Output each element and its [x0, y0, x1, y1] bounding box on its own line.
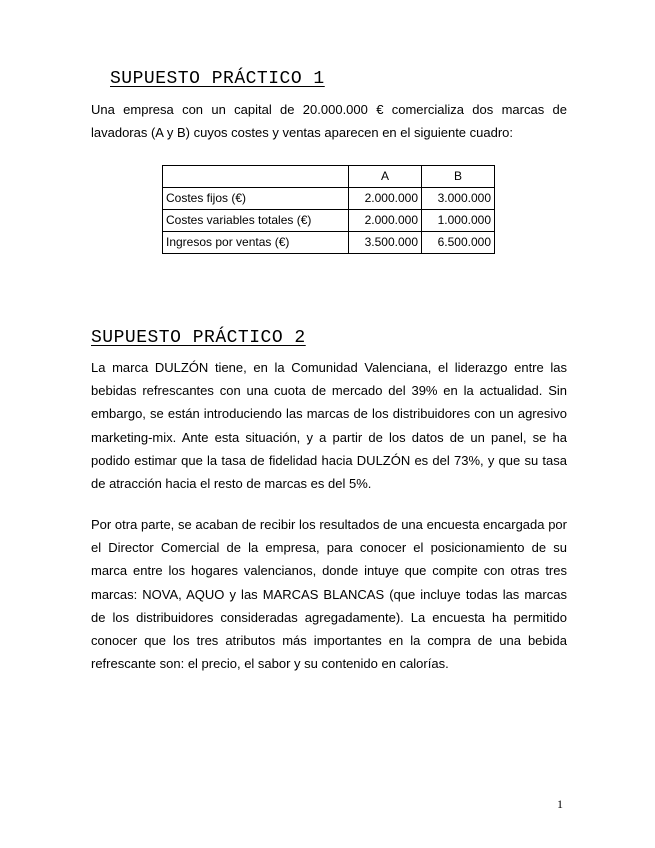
table-row: [163, 210, 495, 232]
cell-value-a: 3.500.000: [349, 232, 422, 254]
page-number: 1: [557, 797, 563, 811]
costs-sales-table: [162, 165, 495, 254]
row-label: Costes variables totales (€): [163, 210, 349, 232]
cell-value-b: 3.000.000: [422, 188, 495, 210]
table-header-cell: [163, 166, 349, 188]
row-label: Costes fijos (€): [163, 188, 349, 210]
section-2-title: SUPUESTO PRÁCTICO 2: [91, 328, 306, 348]
table-header-row: [163, 166, 495, 188]
table-header-cell: A: [349, 166, 422, 188]
section-1-paragraph: Una empresa con un capital de 20.000.000 € comercializa dos marcas de lavadoras (A y B) cuyos costes y ventas aparecen en el siguiente cuadro:: [91, 102, 567, 141]
section-2-paragraph-1: La marca DULZÓN tiene, en la Comunidad Valenciana, el liderazgo entre las bebidas refrescantes con una cuota de mercado del 39% en la actualidad. Sin embargo, se están introduciendo las marcas de los distribuidores con un agresivo marketing-mix. Ante esta situación, y a partir de los datos de un panel, se ha podido estimar que la tasa de fidelidad hacia DULZÓN es del 73%, y que su tasa de atracción hacia el resto de marcas es del 5%.: [91, 360, 567, 492]
table-row: [163, 232, 495, 254]
section-2-paragraph-2: Por otra parte, se acaban de recibir los resultados de una encuesta encargada por el Director Comercial de la empresa, para conocer el posicionamiento de su marca entre los hogares valencianos, donde intuye que compite con otras tres marcas: NOVA, AQUO y las MARCAS BLANCAS (que incluye todas las marcas de los distribuidores consideradas agregadamente). La encuesta ha permitido conocer que los tres atributos más importantes en la compra de una bebida refrescante son: el precio, el sabor y su contenido en calorías.: [91, 517, 567, 672]
row-label: Ingresos por ventas (€): [163, 232, 349, 254]
cell-value-b: 1.000.000: [422, 210, 495, 232]
table-row: [163, 188, 495, 210]
section-1-title: SUPUESTO PRÁCTICO 1: [110, 69, 325, 89]
cell-value-b: 6.500.000: [422, 232, 495, 254]
table-header-cell: B: [422, 166, 495, 188]
cell-value-a: 2.000.000: [349, 210, 422, 232]
cell-value-a: 2.000.000: [349, 188, 422, 210]
